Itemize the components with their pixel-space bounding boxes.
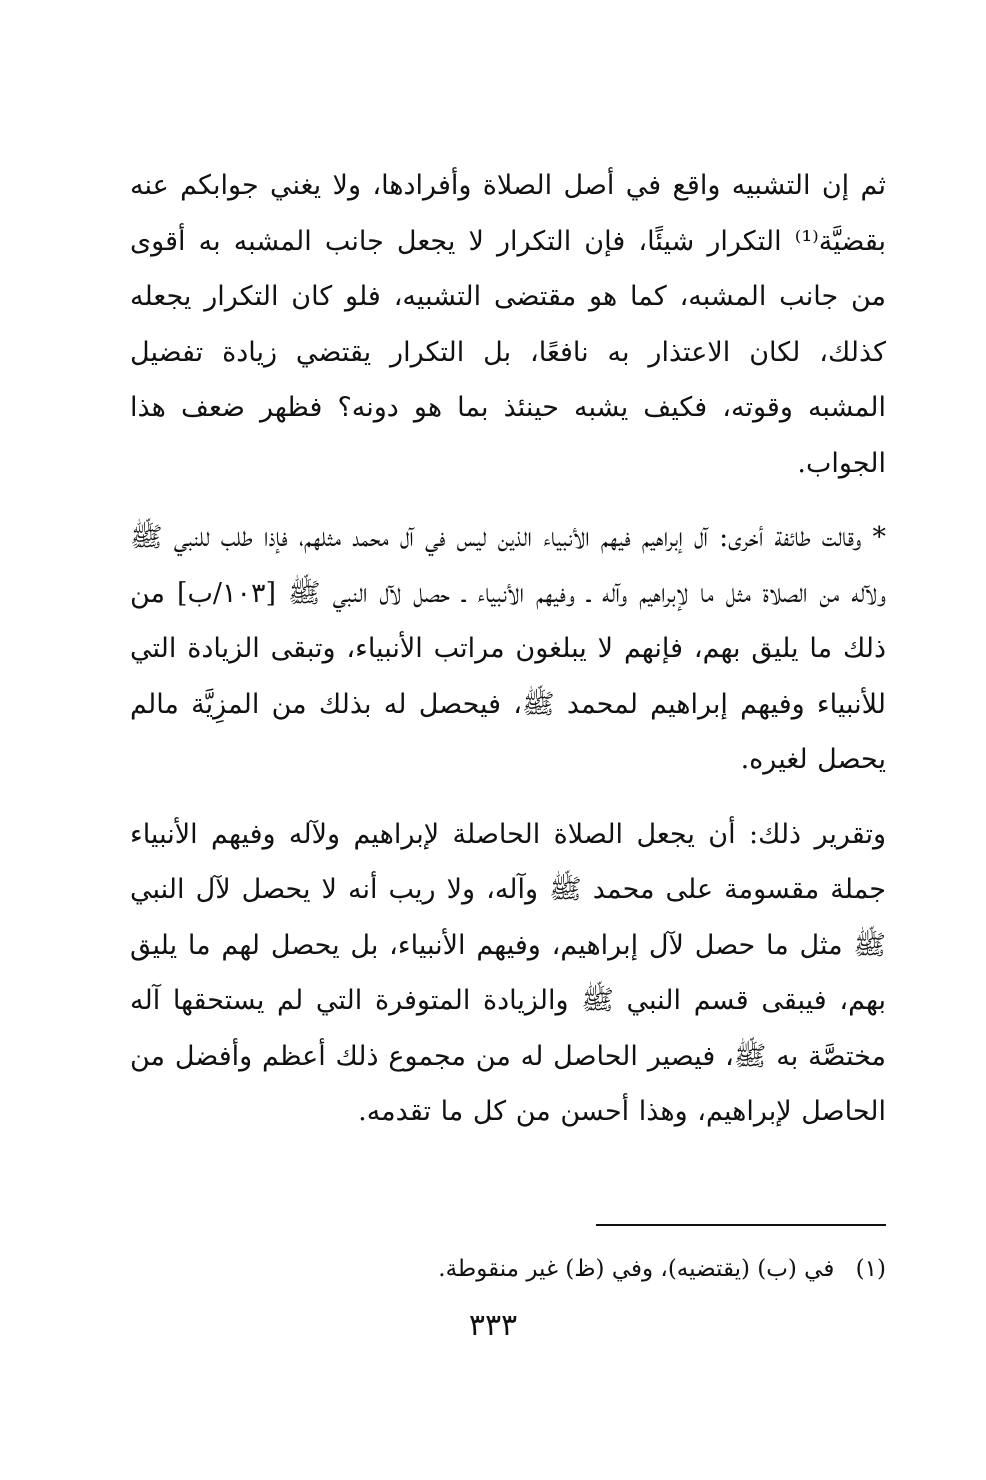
footnote <box>130 1252 886 1286</box>
paragraph-3: وتقرير ذلك: أن يجعل الصلاة الحاصلة لإبراهيم ولآله وفيهم الأنبياء جملة مقسومة على محمد ﷺ وآله، ولا ريب أنه لا يحصل لآل النبي ﷺ مثل ما حصل لآل إبراهيم، وفيهم الأنبياء، بل يحصل لهم ما يليق بهم، فيبقى قسم النبي ﷺ والزيادة المتوفرة التي لم يستحقها آله مختصَّة به ﷺ، فيصير الحاصل له من مجموع ذلك أعظم وأفضل من الحاصل لإبراهيم، وهذا أحسن من كل ما تقدمه. <box>130 818 886 1127</box>
footnote-marker: (١) <box>855 1256 886 1282</box>
paragraph-1: ثم إن التشبيه واقع في أصل الصلاة وأفرادها، ولا يغني جوابكم عنه بقضيَّة⁽¹⁾ التكرار شيئًا، فإن التكرار لا يجعل جانب المشبه به أقوى من جانب المشبه، كما هو مقتضى التشبيه، فلو كان التكرار يجعله كذلك، لكان الاعتذار به نافعًا، بل التكرار يقتضي زيادة تفضيل المشبه وقوته، فكيف يشبه حينئذ بما هو دونه؟ فظهر ضعف هذا الجواب. <box>130 170 886 479</box>
footnote-divider <box>596 1224 886 1226</box>
main-text <box>130 158 886 1159</box>
footnote-text: في (ب) (يقتضيه)، وفي (ظ) غير منقوطة. <box>438 1256 835 1282</box>
paragraph-2: * وقالت طائفة أخرى: آل إبراهيم فيهم الأنبياء الذين ليس في آل محمد مثلهم، فإذا طلب للنبي ﷺ ولآله من الصلاة مثل ما لإبراهيم وآله ـ وفيهم الأنبياء ـ حصل لآل النبي ﷺ [١٠٣/ب] من ذلك ما يليق بهم، فإنهم لا يبلغون مراتب الأنبياء، وتبقى الزيادة التي للأنبياء وفيهم إبراهيم لمحمد ﷺ، فيحصل له بذلك من المزِيَّة مالم يحصل لغيره. <box>130 522 886 775</box>
page-number: ٣٣٣ <box>468 1308 518 1343</box>
